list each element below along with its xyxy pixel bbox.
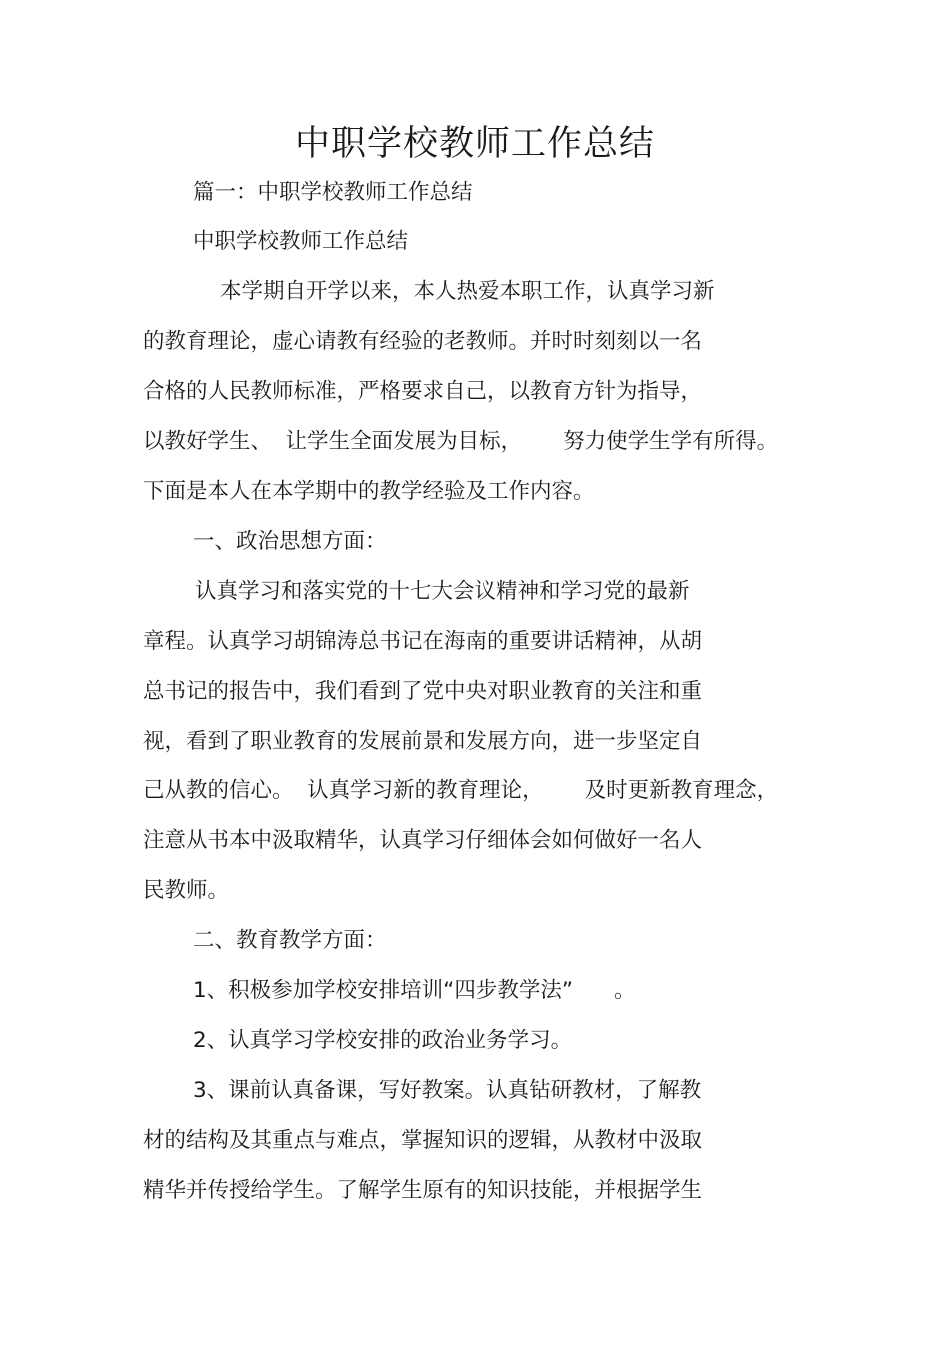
list-item: 2、认真学习学校安排的政治业务学习。 [193, 1028, 573, 1053]
paragraph-line: 精华并传授给学生。了解学生原有的知识技能，并根据学生 [143, 1178, 703, 1203]
paragraph-line: 以教好学生、 让学生全面发展为目标， 努力使学生学有所得。 [143, 429, 779, 454]
paragraph-line: 本学期自开学以来，本人热爱本职工作，认真学习新 [220, 279, 715, 304]
paragraph-line: 的教育理论，虚心请教有经验的老教师。并时时刻刻以一名 [143, 329, 703, 354]
subtitle-line: 中职学校教师工作总结 [193, 229, 409, 254]
paragraph-line: 注意从书本中汲取精华，认真学习仔细体会如何做好一名人 [143, 828, 703, 853]
paragraph-line: 总书记的报告中，我们看到了党中央对职业教育的关注和重 [143, 679, 703, 704]
list-item: 3、课前认真备课，写好教案。认真钻研教材，了解教 [193, 1078, 702, 1103]
paragraph-line: 下面是本人在本学期中的教学经验及工作内容。 [143, 479, 595, 504]
paragraph-line: 认真学习和落实党的十七大会议精神和学习党的最新 [195, 579, 690, 604]
paragraph-line: 民教师。 [143, 878, 230, 903]
section-heading: 一、政治思想方面： [193, 529, 387, 554]
section-heading: 二、教育教学方面： [193, 928, 387, 953]
paragraph-line: 章程。认真学习胡锦涛总书记在海南的重要讲话精神，从胡 [143, 629, 703, 654]
paragraph-line: 己从教的信心。 认真学习新的教育理论， 及时更新教育理念， [143, 778, 779, 803]
document-title: 中职学校教师工作总结 [294, 124, 655, 164]
paragraph-line: 材的结构及其重点与难点，掌握知识的逻辑，从教材中汲取 [143, 1128, 703, 1153]
paragraph-line: 合格的人民教师标准，严格要求自己，以教育方针为指导， [143, 379, 703, 404]
section-heading: 篇一：中职学校教师工作总结 [193, 180, 473, 205]
list-item: 1、积极参加学校安排培训“四步教学法” 。 [193, 978, 636, 1003]
paragraph-line: 视，看到了职业教育的发展前景和发展方向，进一步坚定自 [143, 729, 703, 754]
